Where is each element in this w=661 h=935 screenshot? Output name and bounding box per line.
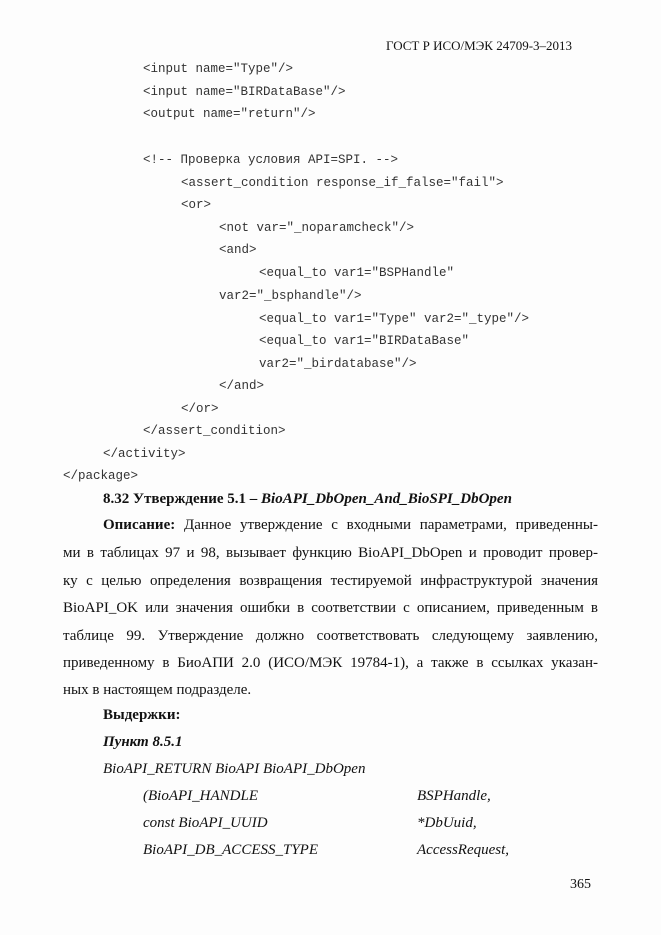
code-line: <input name="Type"/> bbox=[143, 62, 294, 76]
function-signature: BioAPI_RETURN BioAPI BioAPI_DbOpen bbox=[103, 761, 366, 777]
code-line: <equal_to var1="BIRDataBase" bbox=[259, 334, 470, 348]
param-name: BSPHandle, bbox=[417, 788, 491, 804]
code-line: </or> bbox=[181, 402, 219, 416]
page-number: 365 bbox=[570, 877, 591, 892]
paragraph-line: ми в таблицах 97 и 98, вызывает функцию BioAPI_DbOpen и проводит провер- bbox=[63, 545, 598, 561]
code-line: var2="_birdatabase"/> bbox=[259, 357, 417, 371]
param-type: BioAPI_DB_ACCESS_TYPE bbox=[143, 842, 318, 858]
code-line: <equal_to var1="BSPHandle" bbox=[259, 266, 455, 280]
code-line: <not var="_noparamcheck"/> bbox=[219, 221, 415, 235]
code-line: </package> bbox=[63, 469, 139, 483]
param-type: (BioAPI_HANDLE bbox=[143, 788, 258, 804]
code-line: </and> bbox=[219, 379, 265, 393]
code-comment: <!-- Проверка условия API=SPI. --> bbox=[143, 153, 399, 167]
param-name: *DbUuid, bbox=[417, 815, 477, 831]
param-name: AccessRequest, bbox=[417, 842, 510, 858]
paragraph-line: таблице 99. Утверждение должно соответствовать следующему заявлению, bbox=[63, 628, 598, 644]
paragraph-line: ку с целью определения возвращения тестируемой инфраструктурой значения bbox=[63, 573, 598, 589]
code-line: <assert_condition response_if_false="fail"> bbox=[181, 176, 504, 190]
excerpts-label: Выдержки: bbox=[103, 707, 181, 723]
paragraph-line: приведенному в БиоАПИ 2.0 (ИСО/МЭК 19784-1), а также в ссылках указан- bbox=[63, 655, 598, 671]
section-heading bbox=[103, 491, 512, 508]
paragraph-line bbox=[103, 517, 598, 534]
code-line: <equal_to var1="Type" var2="_type"/> bbox=[259, 312, 530, 326]
code-line: </assert_condition> bbox=[143, 424, 286, 438]
code-line: </activity> bbox=[103, 447, 186, 461]
description-label: Описание: bbox=[103, 517, 176, 533]
code-line: <or> bbox=[181, 198, 212, 212]
code-line: <and> bbox=[219, 243, 257, 257]
page-header: ГОСТ Р ИСО/МЭК 24709-3–2013 bbox=[386, 38, 573, 53]
param-type: const BioAPI_UUID bbox=[143, 815, 268, 831]
code-line: var2="_bsphandle"/> bbox=[219, 289, 362, 303]
code-line: <output name="return"/> bbox=[143, 107, 316, 121]
paragraph-line: BioAPI_OK или значения ошибки в соответствии с описанием, приведенным в bbox=[63, 600, 598, 616]
paragraph-line: ных в настоящем подразделе. bbox=[63, 682, 252, 698]
section-number-title: 8.32 Утверждение 5.1 – bbox=[103, 491, 262, 507]
code-line: <input name="BIRDataBase"/> bbox=[143, 85, 346, 99]
clause-label: Пункт 8.5.1 bbox=[103, 734, 183, 750]
section-title-italic: BioAPI_DbOpen_And_BioSPI_DbOpen bbox=[261, 491, 512, 507]
text: Данное утверждение с входными параметрами, приведенны- bbox=[175, 517, 598, 533]
